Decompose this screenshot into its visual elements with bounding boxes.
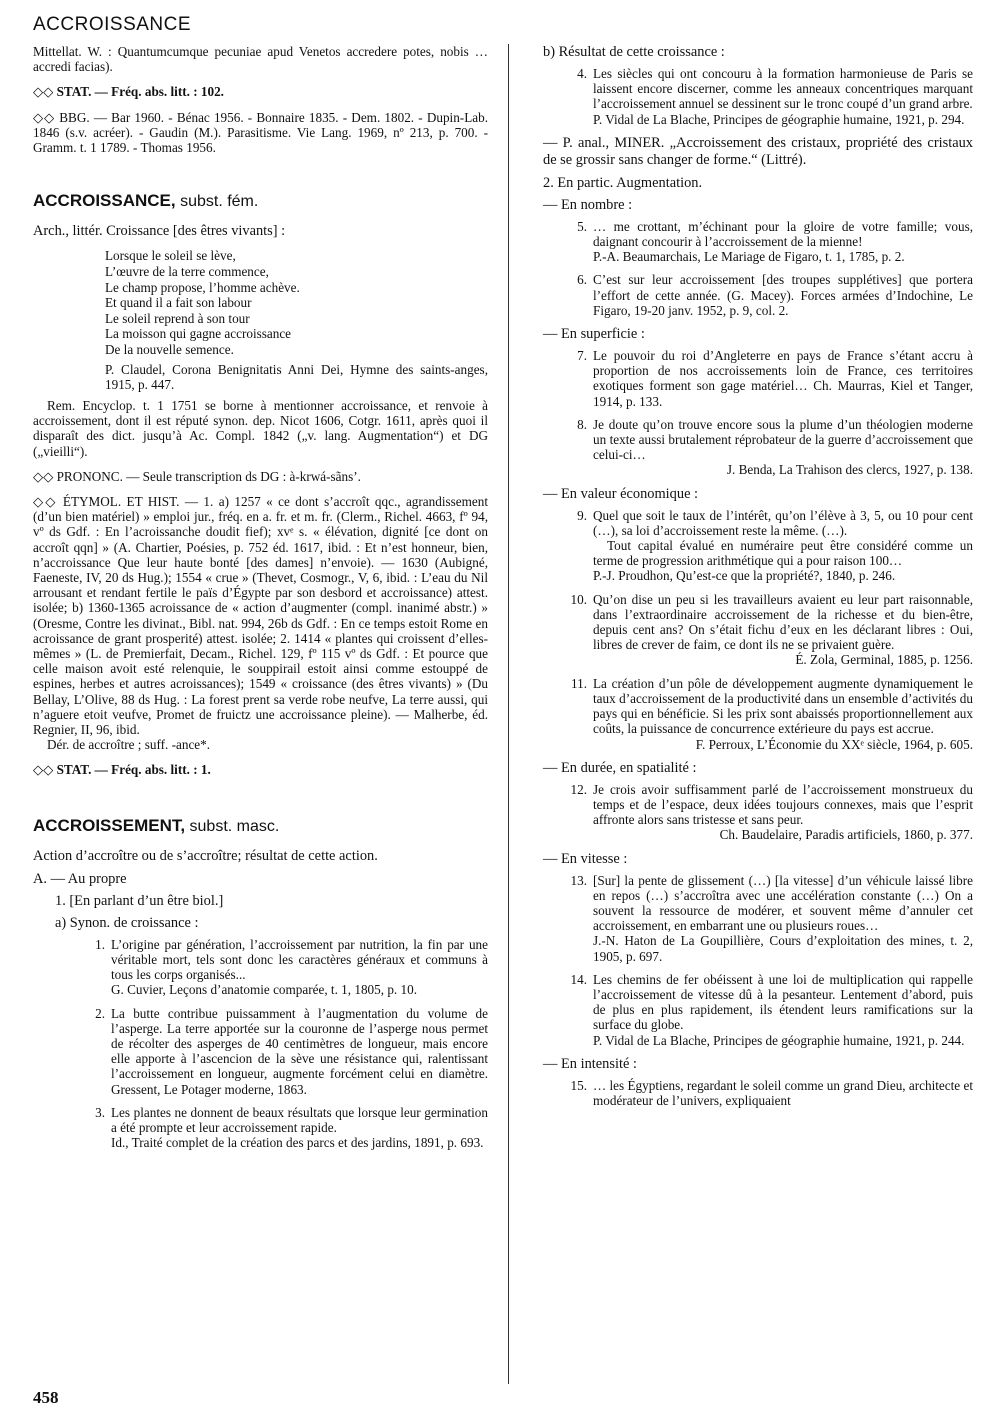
- subsection-superficie: — En superficie :: [543, 326, 645, 343]
- left-column: [33, 44, 488, 1159]
- example-3: [33, 1105, 488, 1151]
- par-analogie: — P. anal., MINER. „Accroissement des cristaux, propriété des cristaux de se grossir sans changer de forme.“ (Littré).: [543, 134, 973, 168]
- example-10: [543, 592, 973, 668]
- subsection-economique: — En valeur économique :: [543, 485, 699, 502]
- poem-line: Lorsque le soleil se lève,: [105, 248, 236, 264]
- example-9: [543, 508, 973, 584]
- example-11: [543, 676, 973, 752]
- example-number: 5.: [577, 218, 587, 234]
- section-b: b) Résultat de cette croissance :: [543, 44, 725, 60]
- example-1: [33, 937, 488, 998]
- section-a-sub: a) Synon. de croissance :: [55, 914, 199, 931]
- example-text: L’origine par génération, l’accroissement par nutrition, la fin par une véritable mort, tels sont donc les caractères généraux et communs à tous les corps organisés...: [111, 936, 488, 983]
- grammar-label: subst. masc.: [185, 817, 280, 835]
- example-4: [543, 66, 973, 127]
- example-number: 1.: [95, 936, 105, 952]
- stat-section: ◇◇ STAT. — Fréq. abs. litt. : 102.: [33, 84, 224, 100]
- example-number: 14.: [570, 971, 587, 987]
- stat-section-2: ◇◇ STAT. — Fréq. abs. litt. : 1.: [33, 762, 211, 778]
- example-12: [543, 782, 973, 843]
- bibliography-section: ◇◇ BBG. — Bar 1960. - Bénac 1956. - Bonnaire 1835. - Dem. 1802. - Dupin-Lab. 1846 (s.v. acréer). - Gaudin (M.). Parasitisme. Vie Lang. 1969, nº 213, p. 700. - Gramm. t. 1 1789. - Thomas 1956.: [33, 109, 488, 156]
- subsection-duree: — En durée, en spatialité :: [543, 759, 697, 776]
- entry-heading-accroissance: [33, 193, 488, 209]
- example-text: … me crottant, m’échinant pour la gloire de votre famille; vous, daignant concourir à l’accroissement de la mienne!: [593, 218, 973, 250]
- subsection-intensite: — En intensité :: [543, 1055, 637, 1072]
- example-source: É. Zola, Germinal, 1885, p. 1256.: [795, 652, 973, 668]
- column-divider: [508, 44, 509, 1384]
- example-source: F. Perroux, L’Économie du XXᵉ siècle, 1964, p. 605.: [695, 736, 973, 752]
- example-number: 6.: [577, 272, 587, 288]
- example-source: Ch. Baudelaire, Paradis artificiels, 1860, p. 377.: [719, 827, 973, 843]
- example-text: Les plantes ne donnent de beaux résultats que lorsque leur germination a été prompte et leur accroissement rapide.: [111, 1104, 488, 1136]
- headword: ACCROISSANCE,: [33, 191, 176, 211]
- example-text: Quel que soit le taux de l’intérêt, qu’on l’élève à 3, 5, ou 10 pour cent (…), sa loi d’accroissement reste la même. (…).: [593, 507, 973, 538]
- example-number: 15.: [570, 1077, 587, 1093]
- example-number: 13.: [570, 872, 587, 888]
- example-number: 7.: [577, 348, 587, 364]
- example-number: 3.: [95, 1104, 105, 1120]
- example-8: [543, 417, 973, 478]
- example-source: P. Vidal de La Blache, Principes de géographie humaine, 1921, p. 294.: [593, 111, 965, 127]
- example-source: J. Benda, La Trahison des clercs, 1927, p. 138.: [726, 462, 973, 478]
- example-text: La création d’un pôle de développement augmente dynamiquement le taux d’accroissement de la productivité dans un ensemble d’activités du pays qui en bénéficie. Si les prix sont abaissés proportionnellement aux coûts, la puissance de concurrence extérieure du pays est accrue.: [593, 675, 973, 737]
- example-text: … les Égyptiens, regardant le soleil comme un grand Dieu, architecte et modérateur de l’univers, expliquaient: [593, 1077, 973, 1108]
- example-source: G. Cuvier, Leçons d’anatomie comparée, t. 1, 1805, p. 10.: [111, 982, 417, 998]
- subsection-vitesse: — En vitesse :: [543, 850, 628, 867]
- definition: Arch., littér. Croissance [des êtres vivants] :: [33, 223, 286, 240]
- example-source: J.-N. Haton de La Goupillière, Cours d’exploitation des mines, t. 2, 1905, p. 697.: [593, 933, 973, 964]
- page-number: 458: [33, 1388, 59, 1407]
- example-5: [543, 219, 973, 265]
- example-number: 8.: [577, 416, 587, 432]
- example-6: [543, 272, 973, 318]
- example-number: 12.: [570, 781, 587, 797]
- example-source: P. Vidal de La Blache, Principes de géographie humaine, 1921, p. 244.: [593, 1032, 965, 1048]
- example-text: Le pouvoir du roi d’Angleterre en pays de France s’étant accru à proportion de nos accroissements loin de France, ces territoires exotiques forment son gage matériel… Ch. Maurras, Kiel et Tanger, 1914, p. 133.: [593, 348, 973, 409]
- example-number: 4.: [577, 66, 587, 81]
- citation-mittellat: Mittellat. W. : Quantumcumque pecuniae apud Venetos accredere potes, nobis … accredi facias).: [33, 44, 488, 75]
- example-text: [Sur] la pente de glissement (…) [la vitesse] d’un véhicule laissé libre en repos (…) s’accroîtra avec une accélération constante (…) On a souvent la ressource de modérer, et souvent même d’annuler cet accroissement, en embarrant une ou plusieurs roues…: [593, 872, 973, 934]
- headword: ACCROISSEMENT,: [33, 815, 186, 835]
- section-a: A. — Au propre: [33, 870, 127, 887]
- section-1: 1. [En parlant d’un être biol.]: [55, 892, 224, 909]
- example-text-cont: Tout capital évalué en numéraire peut être considéré comme un terme de progression arithmétique qui a pour raison 100…: [593, 538, 973, 569]
- poem-line: Et quand il a fait son labour: [105, 295, 252, 311]
- example-number: 2.: [95, 1005, 105, 1021]
- example-text: Les chemins de fer obéissent à une loi de multiplication qui rappelle l’accroissement de vitesse dû à la pesanteur. Lentement d’abord, puis de plus en plus rapidement, ils étendent leurs ramifications sur la surface du globe.: [593, 971, 973, 1033]
- example-text: Je doute qu’on trouve encore sous la plume d’un théologien moderne un texte aussi brutalement réprobateur de la guerre d’accroissement que celui-ci…: [593, 416, 973, 463]
- example-15: [543, 1078, 973, 1108]
- etymology-section: ◇◇ ÉTYMOL. ET HIST. — 1. a) 1257 « ce dont s’accroît qqc., agrandissement (d’un bien matériel) » emploi jur., fréq. en a. fr. et m. fr. (Clerm., Richel. 4663, fº 94, vº ds Gdf. : En l’acroissanche doudit fief); xvᵉ s. « élévation, dignité [ce dont on accroît qqn] » (A. Chartier, Poésies, p. 752 éd. 1617, ibid. : Et n’est honneur, bien, n’accroissance Que leur haute bonté [des dames] n’envoie). — 1630 (Aubigné, Faeneste, IV, 20 ds Hug.); 1554 « crue » (Thevet, Cosmogr., V, 6, ibid. : L’eau du Nil arrousant et rendant fertile le païs d’Égypte par son desbord et accroissance) attest. isolée; b) 1360-1365 acroissance de « action d’augmenter (compl. inanimé abstr.) » (Oresme, Contre les divinat., Bibl. nat. 994, 26b ds Gdf. : En ce temps estoit Rome en acroissance de grant prosperité) attest. isolée; 2. 1414 « plantes qui croissent d’elles-mêmes » (L. de Premierfait, Decam., Richel. 129, fº 115 vº ds Gdf. : Et pource que celle maison avoit esté relenquie, le souppirail estoit ainsi comme estouppé de espines, herbes et autres acroissances); 1549 « croissance (des êtres vivants) » (Du Bellay, L’Olive, 88 ds Hug. : La forest prent sa verde robe neufve, La terre aussi, qui n’aguere etoit veufve, Promet de fruictz une accroissance pleine). — Malherbe, éd. Regnier, II, 96, ibid.: [33, 494, 488, 738]
- example-2: [33, 1006, 488, 1097]
- remark: Rem. Encyclop. t. 1 1751 se borne à mentionner accroissance, et renvoie à accroissement, dont il est réputé synon. dep. Nicot 1606, Cotgr. 1611, après quoi il disparaît des dict. jusqu’à Ac. Compl. 1842 („v. lang. Augmentation“) et DG („vieilli“).: [33, 397, 488, 459]
- example-text: Les siècles qui ont concouru à la formation harmonieuse de Paris se laissent encore discerner, comme les anneaux concentriques marquant l’accroissement annuel se dessinent sur le tronc coupé d’un grand arbre.: [593, 66, 973, 112]
- running-head: ACCROISSANCE: [33, 14, 192, 35]
- entry-heading-accroissement: [33, 815, 488, 835]
- example-text: C’est sur leur accroissement [des troupes supplétives] que portera l’effort de cette année. (G. Macey). Forces armées d’Indochine, Le Figaro, 19-20 janv. 1952, p. 9, col. 2.: [593, 272, 973, 318]
- grammar-label: subst. fém.: [175, 193, 259, 211]
- poem-line: Le champ propose, l’homme achève.: [105, 279, 300, 295]
- example-number: 9.: [577, 507, 587, 523]
- poem-quote: [33, 248, 488, 357]
- section-2: 2. En partic. Augmentation.: [543, 174, 703, 191]
- example-14: [543, 972, 973, 1048]
- example-source: P.-A. Beaumarchais, Le Mariage de Figaro, t. 1, 1785, p. 2.: [593, 249, 905, 265]
- right-column: [543, 44, 973, 1116]
- poem-line: L’œuvre de la terre commence,: [105, 264, 269, 280]
- pronunciation-section: ◇◇ PRONONC. — Seule transcription ds DG : à-krwá-sãns’.: [33, 468, 361, 484]
- subsection-nombre: — En nombre :: [543, 196, 633, 213]
- definition: Action d’accroître ou de s’accroître; résultat de cette action.: [33, 847, 378, 864]
- poem-line: Le soleil reprend à son tour: [105, 310, 250, 326]
- example-source: Id., Traité complet de la création des parcs et des jardins, 1891, p. 693.: [111, 1135, 484, 1151]
- etymology-derivation: Dér. de accroître ; suff. -ance*.: [47, 737, 211, 753]
- example-text: Qu’on dise un peu si les travailleurs avaient eu leur part raisonnable, dans l’extraordinaire accroissement de la richesse et du bien-être, depuis cent ans? On s’était fichu d’eux en les déclarant libres : Oui, libres de crever de faim, ce dont ils ne se privaient guère.: [593, 591, 973, 653]
- poem-line: De la nouvelle semence.: [105, 341, 234, 357]
- example-7: [543, 348, 973, 409]
- example-13: [543, 873, 973, 964]
- example-source: P.-J. Proudhon, Qu’est-ce que la propriété?, 1840, p. 246.: [593, 568, 896, 584]
- poem-line: La moisson qui gagne accroissance: [105, 326, 292, 342]
- example-number: 10.: [570, 591, 587, 607]
- example-text: La butte contribue puissamment à l’augmentation du volume de l’asperge. La terre apportée sur la couronne de l’asperge nous permet de récolter des asperges de 40 centimètres de longueur, mais encore elle apporte à l’ascencion de la sève une résistance qui, ralentissant l’accroissement en longueur, augmente forcément celui en diamètre. Gressent, Le Potager moderne, 1863.: [111, 1005, 488, 1097]
- poem-citation: P. Claudel, Corona Benignitatis Anni Dei, Hymne des saints-anges, 1915, p. 447.: [105, 361, 488, 392]
- example-number: 11.: [571, 675, 587, 691]
- example-text: Je crois avoir suffisamment parlé de l’accroissement monstrueux du temps et de l’espace, deux idées toujours connexes, mais que l’esprit affronte alors sans tristesse et sans peur.: [593, 781, 973, 828]
